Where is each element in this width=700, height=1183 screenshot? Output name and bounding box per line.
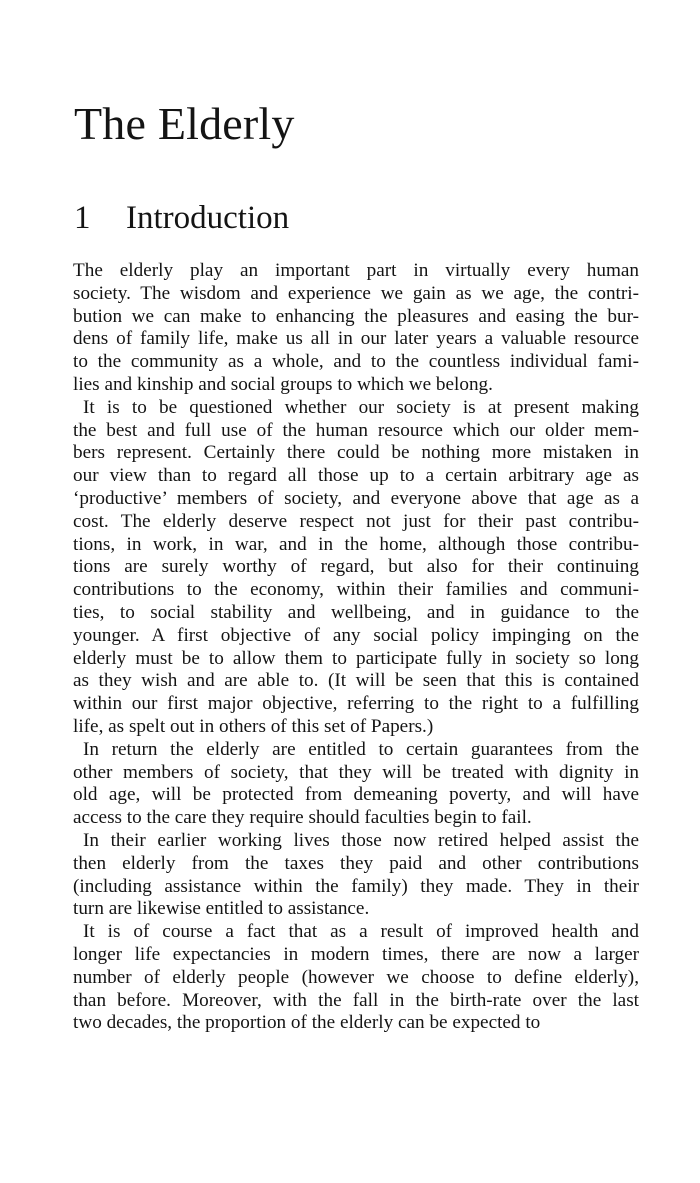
- text-line: In their earlier working lives those now retired helped assist the: [83, 829, 639, 851]
- text-line: then elderly from the taxes they paid and other contributions: [73, 852, 639, 874]
- text-line: old age, will be protected from demeaning poverty, and will have: [73, 784, 639, 806]
- text-line: younger. A first objective of any social policy impinging on the: [73, 624, 639, 646]
- text-line: longer life expectancies in modern times, there are now a larger: [73, 943, 639, 965]
- paragraph: [73, 260, 639, 397]
- text-line: as they wish and are able to. (It will be seen that this is contained: [73, 670, 639, 692]
- text-line: cost. The elderly deserve respect not just for their past contribu-: [73, 510, 639, 532]
- text-line: It is to be questioned whether our society is at present making: [83, 396, 639, 418]
- text-line: two decades, the proportion of the elderly can be expected to: [73, 1012, 541, 1034]
- section-heading: [74, 196, 289, 240]
- text-line: to the community as a whole, and to the countless individual fami-: [73, 351, 639, 373]
- text-line: bers represent. Certainly there could be nothing more mistaken in: [73, 442, 639, 464]
- text-line: lies and kinship and social groups to which we belong.: [73, 373, 493, 395]
- text-line: life, as spelt out in others of this set of Papers.): [73, 715, 434, 737]
- text-line: dens of family life, make us all in our later years a valuable resource: [73, 328, 639, 350]
- text-line: other members of society, that they will be treated with dignity in: [73, 761, 639, 783]
- text-line: tions, in work, in war, and in the home, although those contribu-: [73, 533, 639, 555]
- text-line: In return the elderly are entitled to certain guarantees from the: [83, 738, 639, 760]
- text-line: number of elderly people (however we choose to define elderly),: [73, 966, 639, 988]
- text-line: the best and full use of the human resource which our older mem-: [73, 419, 639, 441]
- text-line: society. The wisdom and experience we gain as we age, the contri-: [73, 282, 639, 304]
- paragraph: [73, 739, 639, 830]
- text-line: The elderly play an important part in virtually every human: [73, 260, 639, 281]
- text-line: ties, to social stability and wellbeing, and in guidance to the: [73, 601, 639, 623]
- text-line: tions are surely worthy of regard, but also for their continuing: [73, 556, 639, 578]
- text-line: It is of course a fact that as a result of improved health and: [83, 921, 639, 943]
- text-line: bution we can make to enhancing the pleasures and easing the bur-: [73, 305, 639, 327]
- text-line: elderly must be to allow them to participate fully in society so long: [73, 647, 639, 669]
- text-line: ‘productive’ members of society, and everyone above that age as a: [73, 487, 639, 509]
- text-line: contributions to the economy, within their families and communi-: [73, 579, 639, 601]
- section-title: Introduction: [126, 200, 290, 236]
- body-text: [73, 260, 639, 1035]
- chapter-title: The Elderly: [74, 98, 295, 149]
- text-line: (including assistance within the family) they made. They in their: [73, 875, 639, 897]
- section-number: 1: [74, 200, 91, 236]
- text-line: within our first major objective, referring to the right to a fulfilling: [73, 693, 639, 715]
- text-line: than before. Moreover, with the fall in the birth-rate over the last: [73, 989, 639, 1011]
- paragraph: [73, 830, 639, 921]
- paragraph: [73, 921, 639, 1035]
- text-line: our view than to regard all those up to a certain arbitrary age as: [73, 465, 639, 487]
- paragraph: [73, 397, 639, 739]
- text-line: access to the care they require should faculties begin to fail.: [73, 807, 532, 829]
- text-line: turn are likewise entitled to assistance.: [73, 898, 370, 920]
